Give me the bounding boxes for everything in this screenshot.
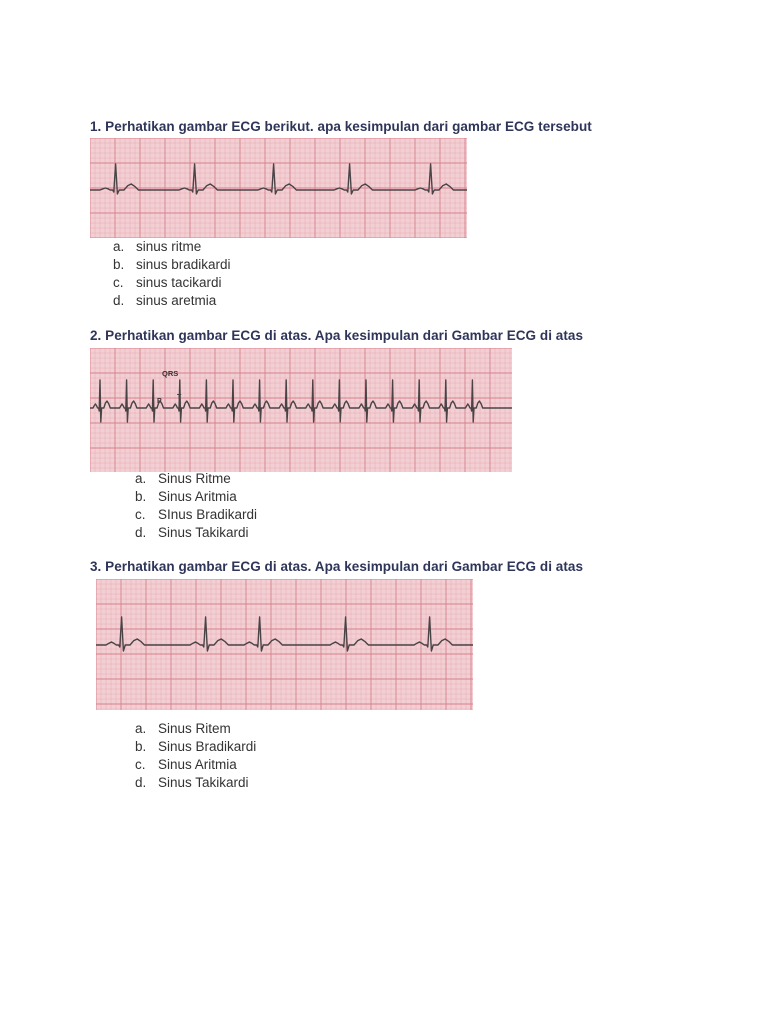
ecg-strip-3 bbox=[96, 579, 473, 710]
question-1-title: 1. Perhatikan gambar ECG berikut. apa kesimpulan dari gambar ECG tersebut bbox=[90, 119, 592, 134]
ecg-strip-1 bbox=[90, 138, 467, 238]
question-2-title: 2. Perhatikan gambar ECG di atas. Apa kesimpulan dari Gambar ECG di atas bbox=[90, 328, 584, 343]
qrs-label: QRS bbox=[162, 369, 179, 378]
t-wave-label: T bbox=[177, 394, 182, 401]
p-wave-label: P bbox=[157, 398, 162, 405]
ecg-strip-2 bbox=[90, 348, 512, 472]
question-3-title: 3. Perhatikan gambar ECG di atas. Apa kesimpulan dari Gambar ECG di atas bbox=[90, 559, 584, 574]
